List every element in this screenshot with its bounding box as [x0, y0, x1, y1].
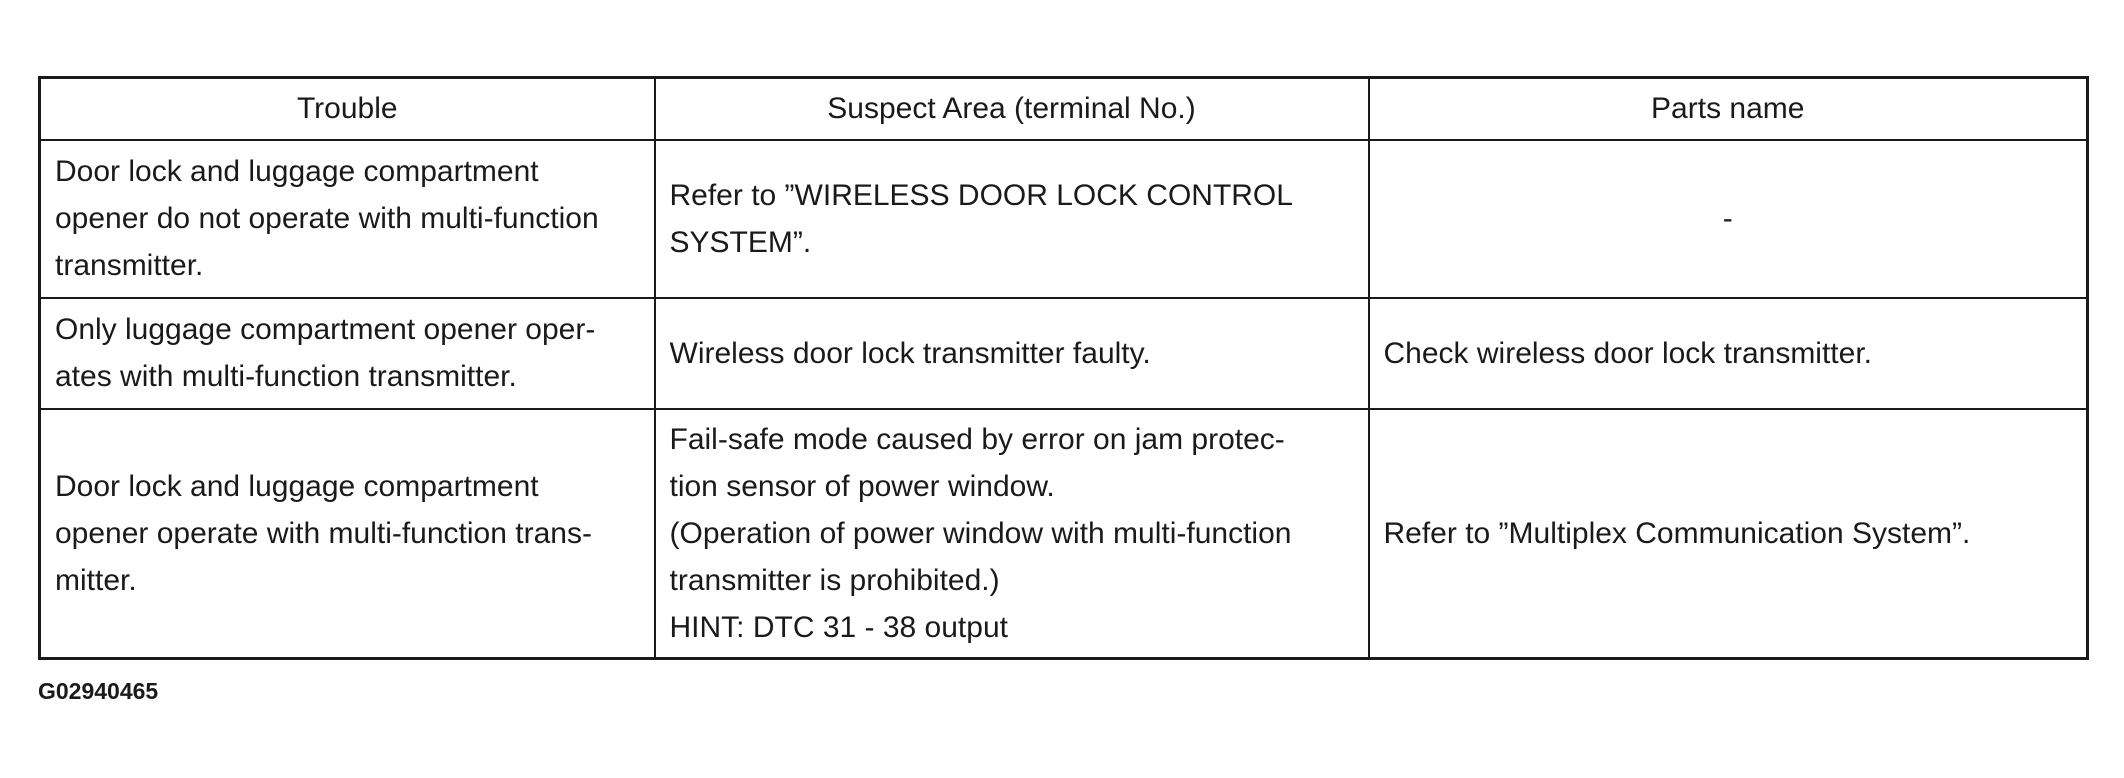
suspect-line: (Operation of power window with multi-function — [669, 516, 1292, 550]
suspect-area-cell — [655, 409, 1369, 659]
troubleshooting-table — [38, 76, 2089, 660]
trouble-cell — [40, 140, 655, 298]
parts-name-cell: Refer to ”Multiplex Communication System”. — [1369, 409, 2088, 659]
header-trouble: Trouble — [40, 78, 655, 140]
table-header-row — [40, 78, 2088, 140]
suspect-line: Refer to ”WIRELESS DOOR LOCK CONTROL — [669, 178, 1293, 212]
trouble-cell — [40, 298, 655, 409]
parts-name-cell: - — [1369, 140, 2088, 298]
table-row — [40, 298, 2088, 409]
header-suspect-area: Suspect Area (terminal No.) — [655, 78, 1369, 140]
trouble-line: Door lock and luggage compartment — [55, 469, 539, 503]
suspect-line: SYSTEM”. — [669, 225, 812, 259]
trouble-line: mitter. — [55, 563, 137, 597]
trouble-line: transmitter. — [55, 249, 204, 282]
trouble-line: opener do not operate with multi-function — [55, 202, 599, 235]
suspect-line: transmitter is prohibited.) — [669, 563, 1000, 597]
table-row — [40, 409, 2088, 659]
suspect-area-cell — [655, 140, 1369, 298]
suspect-line: HINT: DTC 31 - 38 output — [669, 610, 1008, 644]
header-parts-name: Parts name — [1369, 78, 2088, 140]
figure-id: G02940465 — [38, 678, 159, 704]
trouble-line: Door lock and luggage compartment — [55, 155, 539, 188]
suspect-line: Fail-safe mode caused by error on jam protec- — [669, 422, 1285, 456]
suspect-line: Wireless door lock transmitter faulty. — [669, 336, 1151, 370]
trouble-line: Only luggage compartment opener oper- — [55, 313, 596, 346]
parts-name-cell: Check wireless door lock transmitter. — [1369, 298, 2088, 409]
suspect-area-cell — [655, 298, 1369, 409]
trouble-cell — [40, 409, 655, 659]
trouble-line: ates with multi-function transmitter. — [55, 360, 517, 393]
suspect-line: tion sensor of power window. — [669, 469, 1055, 503]
table-row — [40, 140, 2088, 298]
trouble-line: opener operate with multi-function trans- — [55, 516, 592, 550]
